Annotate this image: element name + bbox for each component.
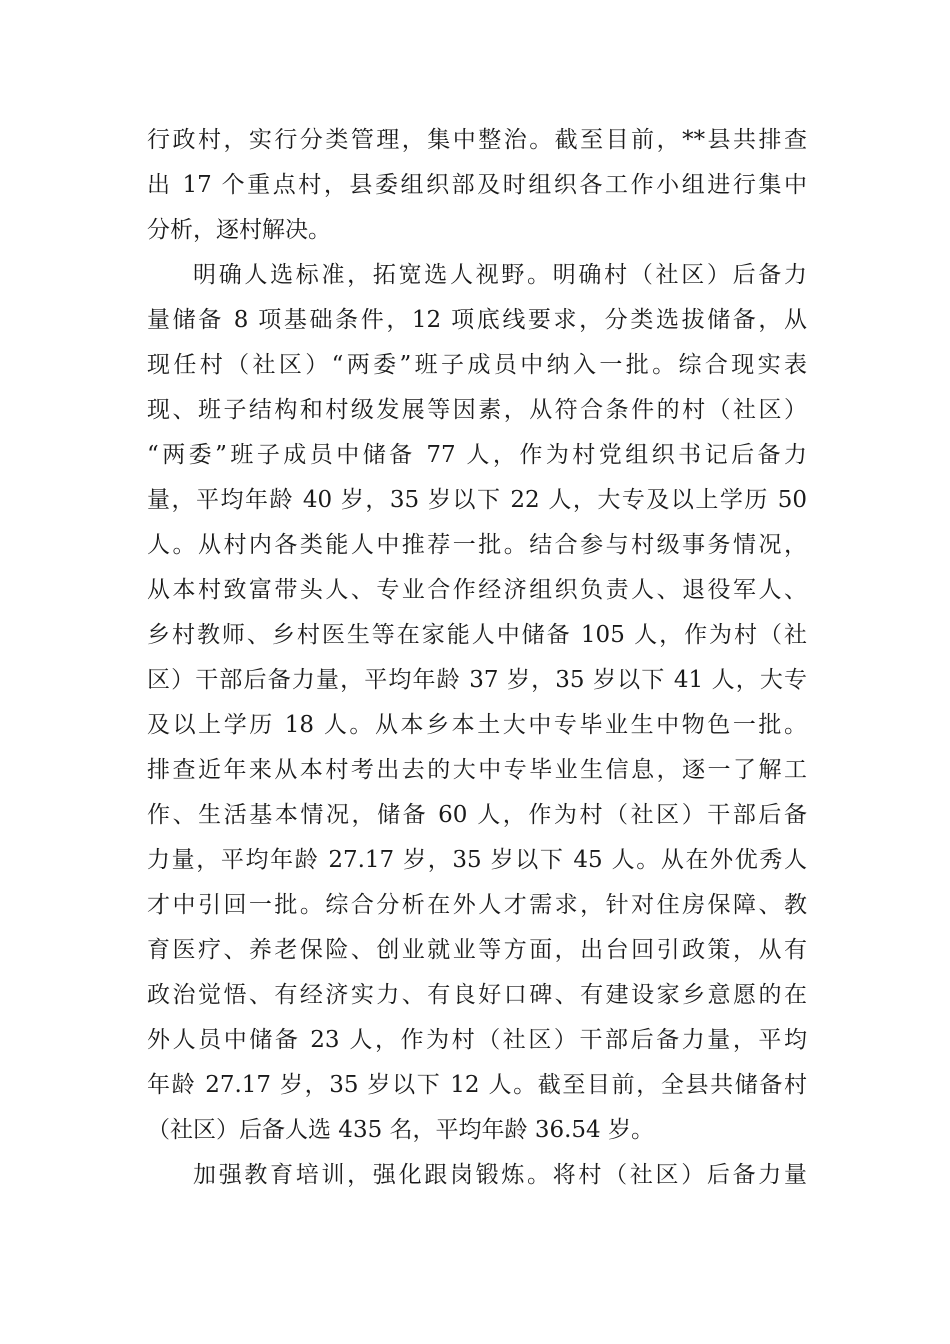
text-line: 力量，平均年龄 27.17 岁，35 岁以下 45 人。从在外优秀人 bbox=[147, 847, 807, 873]
text-line: 量，平均年龄 40 岁，35 岁以下 22 人，大专及以上学历 50 bbox=[147, 487, 807, 513]
body-text bbox=[147, 118, 807, 1198]
text-line: 作、生活基本情况，储备 60 人，作为村（社区）干部后备 bbox=[147, 802, 807, 828]
text-line: “两委”班子成员中储备 77 人，作为村党组织书记后备力 bbox=[147, 442, 807, 468]
text-line: 分析，逐村解决。 bbox=[147, 217, 331, 243]
text-line: 加强教育培训，强化跟岗锻炼。将村（社区）后备力量 bbox=[193, 1162, 807, 1188]
text-line: 明确人选标准，拓宽选人视野。明确村（社区）后备力 bbox=[193, 262, 807, 288]
text-line: 育医疗、养老保险、创业就业等方面，出台回引政策，从有 bbox=[147, 937, 807, 963]
text-line: 外人员中储备 23 人，作为村（社区）干部后备力量，平均 bbox=[147, 1027, 807, 1053]
text-line: 量储备 8 项基础条件，12 项底线要求，分类选拔储备，从 bbox=[147, 307, 807, 333]
text-line: 乡村教师、乡村医生等在家能人中储备 105 人，作为村（社 bbox=[147, 622, 807, 648]
text-line: （社区）后备人选 435 名，平均年龄 36.54 岁。 bbox=[147, 1117, 654, 1143]
text-line: 现、班子结构和村级发展等因素，从符合条件的村（社区） bbox=[147, 397, 807, 423]
text-line: 人。从村内各类能人中推荐一批。结合参与村级事务情况， bbox=[147, 532, 807, 558]
text-line: 行政村，实行分类管理，集中整治。截至目前，**县共排查 bbox=[147, 127, 807, 153]
text-line: 现任村（社区）“两委”班子成员中纳入一批。综合现实表 bbox=[147, 352, 807, 378]
text-line: 从本村致富带头人、专业合作经济组织负责人、退役军人、 bbox=[147, 577, 807, 603]
text-line: 才中引回一批。综合分析在外人才需求，针对住房保障、教 bbox=[147, 892, 807, 918]
text-line: 年龄 27.17 岁，35 岁以下 12 人。截至目前，全县共储备村 bbox=[147, 1072, 807, 1098]
text-line: 区）干部后备力量，平均年龄 37 岁，35 岁以下 41 人，大专 bbox=[147, 667, 807, 693]
text-line: 出 17 个重点村，县委组织部及时组织各工作小组进行集中 bbox=[147, 172, 807, 198]
text-line: 及以上学历 18 人。从本乡本土大中专毕业生中物色一批。 bbox=[147, 712, 807, 738]
text-line: 排查近年来从本村考出去的大中专毕业生信息，逐一了解工 bbox=[147, 757, 807, 783]
text-line: 政治觉悟、有经济实力、有良好口碑、有建设家乡意愿的在 bbox=[147, 982, 807, 1008]
